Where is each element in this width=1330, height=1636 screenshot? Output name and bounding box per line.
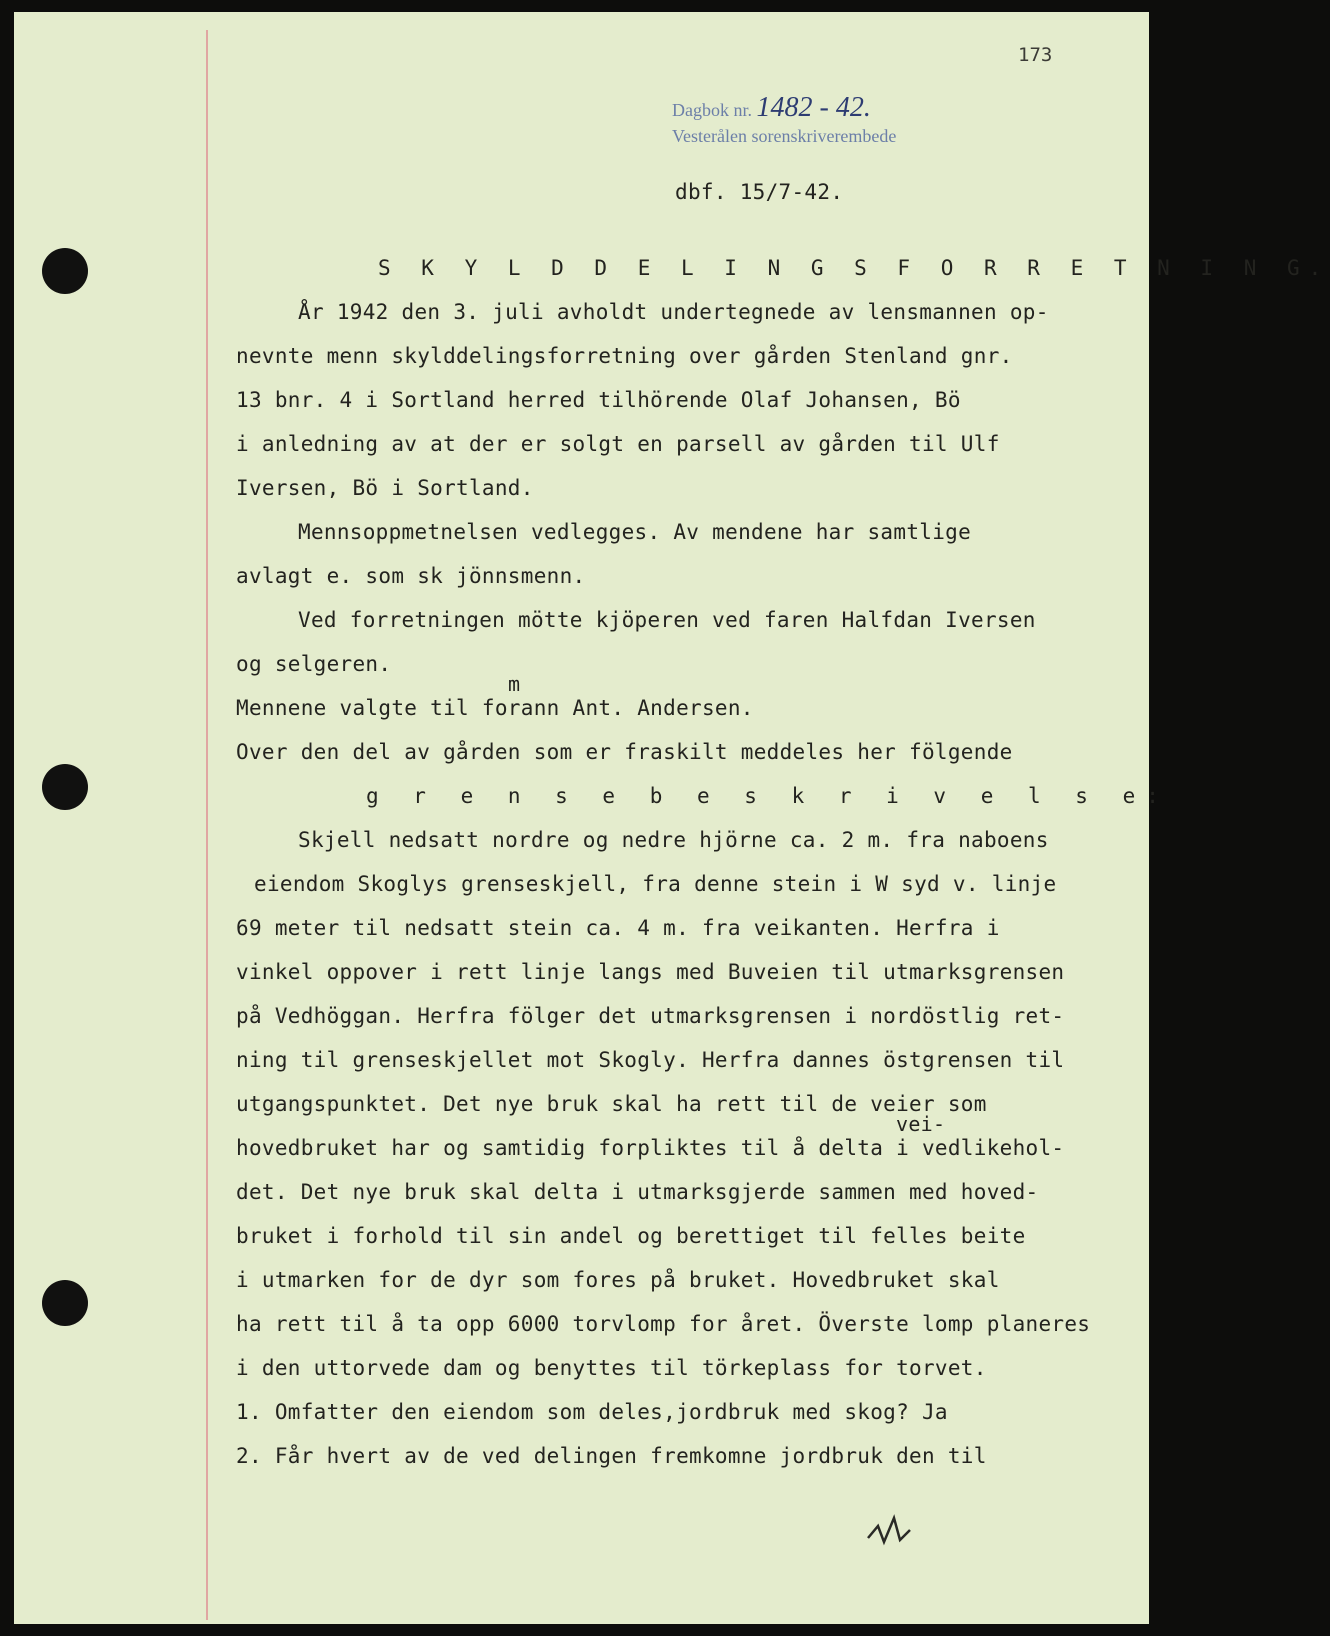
text-line: Mennsoppmetnelsen vedlegges. Av mendene har samtlige xyxy=(298,520,972,544)
text-line: Skjell nedsatt nordre og nedre hjörne ca. 2 m. fra naboens xyxy=(298,828,1049,852)
punch-hole xyxy=(42,764,88,810)
text-line: eiendom Skoglys grenseskjell, fra denne stein i W syd v. linje xyxy=(254,872,1057,896)
document-title: S K Y L D D E L I N G S F O R R E T N I N G. xyxy=(378,256,1330,280)
text-line: 1. Omfatter den eiendom som deles,jordbruk med skog? Ja xyxy=(236,1400,948,1424)
text-line: og selgeren. xyxy=(236,652,392,676)
page-number: 173 xyxy=(1018,44,1053,66)
dbf-date: dbf. 15/7-42. xyxy=(675,180,844,204)
text-line: på Vedhöggan. Herfra fölger det utmarksgrensen i nordöstlig ret- xyxy=(236,1004,1065,1028)
text-line: Over den del av gården som er fraskilt meddeles her fölgende xyxy=(236,740,1013,764)
stamp-office: Vesterålen sorenskriverembede xyxy=(672,126,897,146)
interlinear-insert: vei- xyxy=(896,1112,946,1136)
text-line: utgangspunktet. Det nye bruk skal ha rett til de veier som xyxy=(236,1092,987,1116)
handwritten-mark xyxy=(864,1508,924,1548)
document-page xyxy=(14,12,1330,1624)
stamp-handwritten-number: 1482 - 42. xyxy=(756,92,871,123)
text-line: År 1942 den 3. juli avholdt undertegnede av lensmannen op- xyxy=(298,300,1049,324)
text-line: ha rett til å ta opp 6000 torvlomp for året. Överste lomp planeres xyxy=(236,1312,1091,1336)
text-line: avlagt e. som sk jönnsmenn. xyxy=(236,564,586,588)
text-line: i den uttorvede dam og benyttes til törkeplass for torvet. xyxy=(236,1356,987,1380)
journal-stamp xyxy=(672,92,992,182)
text-line: i anledning av at der er solgt en parsell av gården til Ulf xyxy=(236,432,1000,456)
text-line: vinkel oppover i rett linje langs med Buveien til utmarksgrensen xyxy=(236,960,1065,984)
text-line: 13 bnr. 4 i Sortland herred tilhörende Olaf Johansen, Bö xyxy=(236,388,961,412)
text-line: 69 meter til nedsatt stein ca. 4 m. fra veikanten. Herfra i xyxy=(236,916,1000,940)
text-line: ning til grenseskjellet mot Skogly. Herfra dannes östgrensen til xyxy=(236,1048,1065,1072)
text-line: Mennene valgte til forann Ant. Andersen. xyxy=(236,696,754,720)
stamp-prefix: Dagbok nr. xyxy=(672,100,752,120)
text-line: nevnte menn skylddelingsforretning over gården Stenland gnr. xyxy=(236,344,1013,368)
text-line: Ved forretningen mötte kjöperen ved faren Halfdan Iversen xyxy=(298,608,1036,632)
text-line: i utmarken for de dyr som fores på bruket. Hovedbruket skal xyxy=(236,1268,1000,1292)
text-line: 2. Får hvert av de ved delingen fremkomne jordbruk den til xyxy=(236,1444,987,1468)
section-heading: g r e n s e b e s k r i v e l s e: xyxy=(366,784,1170,808)
punch-hole xyxy=(42,1280,88,1326)
punch-hole xyxy=(42,248,88,294)
interlinear-insert: m xyxy=(508,672,521,696)
margin-rule xyxy=(206,30,208,1620)
text-line: bruket i forhold til sin andel og berettiget til felles beite xyxy=(236,1224,1026,1248)
text-line: Iversen, Bö i Sortland. xyxy=(236,476,534,500)
text-line: det. Det nye bruk skal delta i utmarksgjerde sammen med hoved- xyxy=(236,1180,1039,1204)
text-line: hovedbruket har og samtidig forpliktes til å delta i vedlikehol- xyxy=(236,1136,1065,1160)
